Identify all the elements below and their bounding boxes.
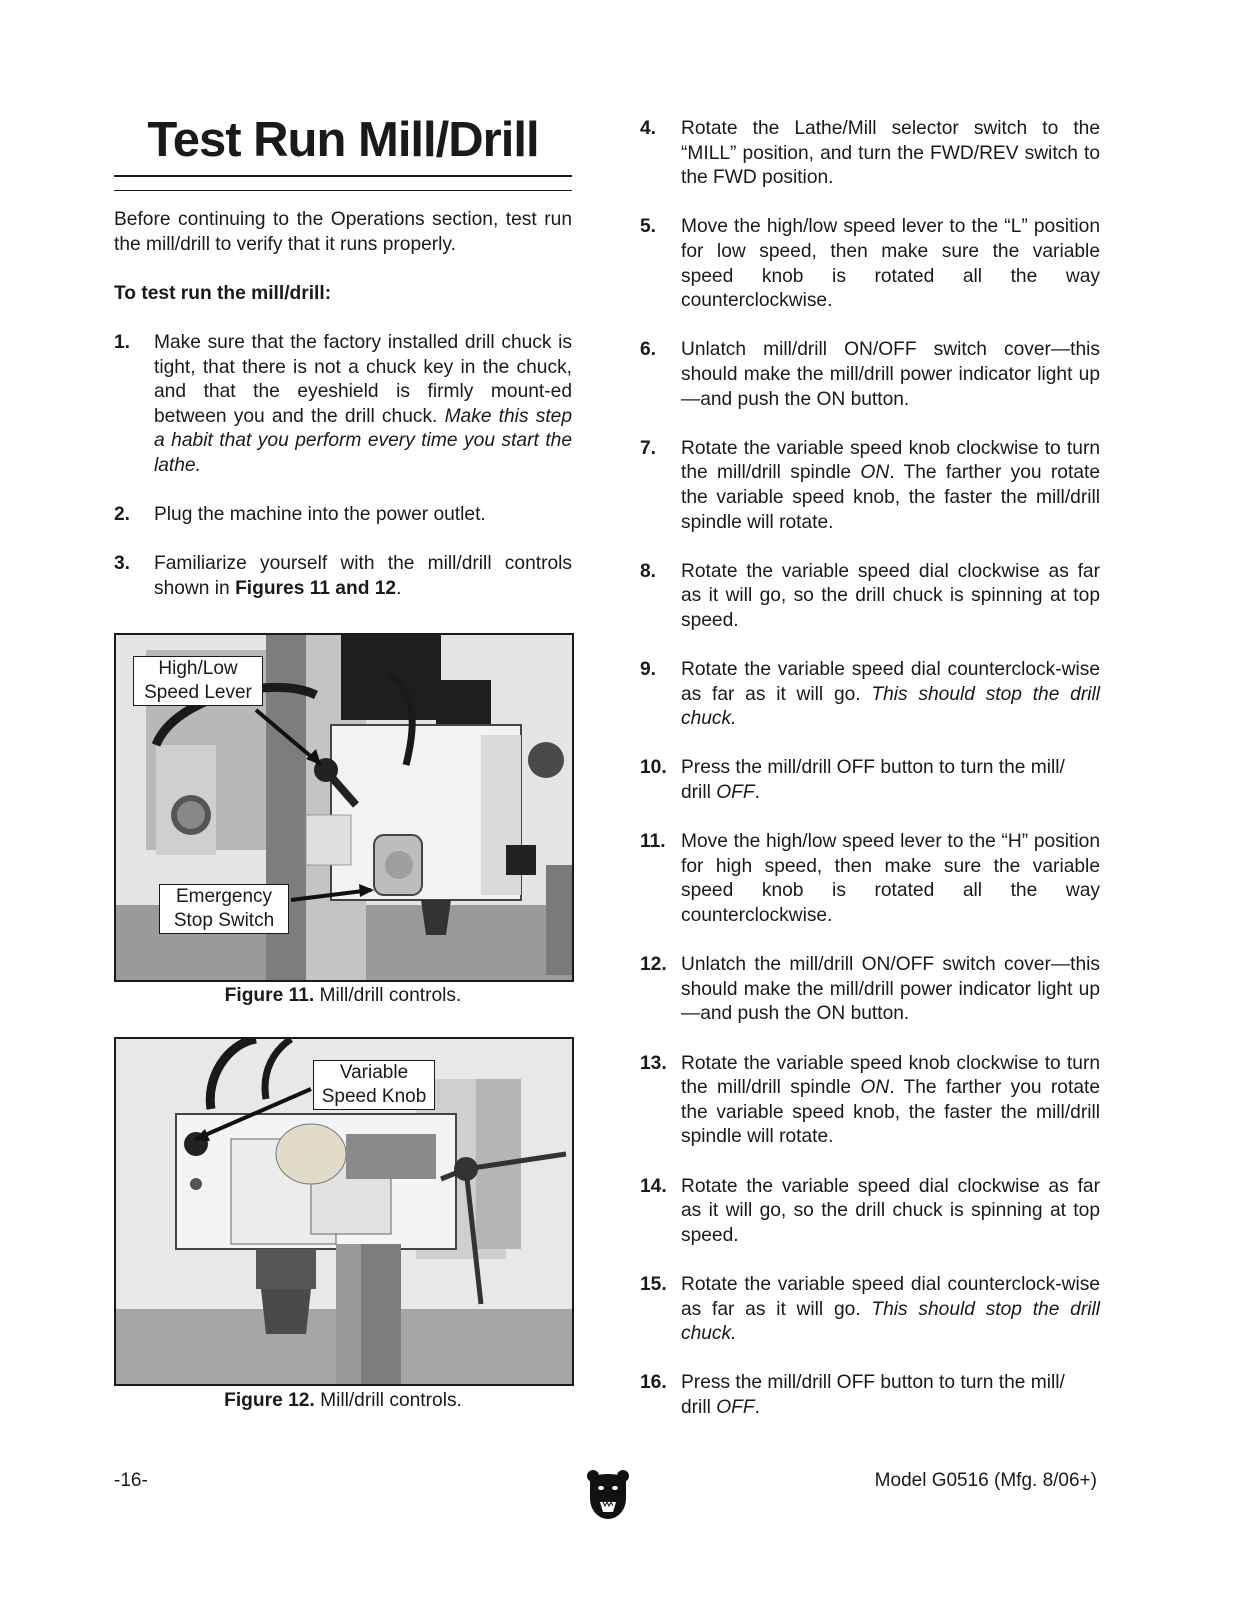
- step-text: Press the mill/drill OFF button to turn the mill/ drill OFF.: [681, 757, 1065, 804]
- step-9: [640, 658, 1100, 732]
- step-number: 3.: [114, 553, 131, 575]
- step-number: 9.: [640, 659, 657, 681]
- step-1: [114, 331, 572, 479]
- step-text: Unlatch mill/drill ON/OFF switch cover—this should make the mill/drill power indicator light up—and push the ON button.: [681, 339, 1100, 410]
- step-text: Press the mill/drill OFF button to turn the mill/ drill OFF.: [681, 1372, 1065, 1418]
- step-text: Move the high/low speed lever to the “L” position for low speed, then make sure the variable speed knob is rotated all the way counterclockwise.: [681, 216, 1100, 312]
- step-text: Familiarize yourself with the mill/drill controls shown in Figures 11 and 12.: [154, 553, 572, 599]
- step-4: [640, 117, 1100, 191]
- step-8: [640, 560, 1100, 634]
- step-number: 12.: [640, 954, 667, 976]
- callout-variable-speed-knob: Variable Speed Knob: [313, 1060, 435, 1110]
- callout-high-low-speed-lever: High/Low Speed Lever: [133, 656, 263, 706]
- step-13: [640, 1052, 1100, 1150]
- step-text: Plug the machine into the power outlet.: [154, 504, 486, 526]
- step-11: [640, 830, 1100, 928]
- step-text: Rotate the variable speed dial clockwise as far as it will go, so the drill chuck is spinning at top speed.: [681, 560, 1100, 631]
- procedure-heading: To test run the mill/drill:: [114, 282, 332, 304]
- step-2: [114, 503, 572, 528]
- step-number: 13.: [640, 1052, 667, 1074]
- step-text: Rotate the Lathe/Mill selector switch to the “MILL” position, and turn the FWD/REV switch to the FWD position.: [681, 118, 1100, 189]
- step-number: 15.: [640, 1273, 667, 1295]
- step-number: 1.: [114, 331, 131, 353]
- bear-logo-icon: [586, 1468, 630, 1520]
- figure-11-caption: Figure 11. Mill/drill controls.: [224, 985, 462, 1006]
- step-15: [640, 1273, 1100, 1347]
- step-16: [640, 1371, 1100, 1420]
- title-rule-thick: [114, 175, 572, 177]
- step-text: Rotate the variable speed knob clockwise to turn the mill/drill spindle ON. The farther you rotate the variable speed knob, the faster the mill/drill spindle will rotate.: [681, 437, 1100, 533]
- step-10: [640, 756, 1100, 805]
- step-12: [640, 953, 1100, 1027]
- figure-12-caption: Figure 12. Mill/drill controls.: [224, 1390, 462, 1411]
- step-6: [640, 338, 1100, 412]
- step-text: Rotate the variable speed dial counterclock-wise as far as it will go. This should stop the drill chuck.: [681, 659, 1100, 730]
- step-7: [640, 437, 1100, 535]
- step-number: 11.: [640, 831, 666, 853]
- step-number: 16.: [640, 1372, 667, 1394]
- step-3: [114, 552, 572, 601]
- step-number: 5.: [640, 216, 657, 238]
- step-number: 6.: [640, 339, 657, 361]
- step-text: Move the high/low speed lever to the “H” position for high speed, then make sure the variable speed knob is rotated all the way counterclockwise.: [681, 831, 1100, 926]
- step-text: Unlatch the mill/drill ON/OFF switch cover—this should make the mill/drill power indicator light up—and push the ON button.: [681, 954, 1100, 1025]
- page-number: -16-: [114, 1470, 148, 1491]
- step-number: 14.: [640, 1175, 667, 1197]
- step-text: Rotate the variable speed knob clockwise to turn the mill/drill spindle ON. The farther you rotate the variable speed knob, the faster the mill/drill spindle will rotate.: [681, 1052, 1100, 1148]
- right-column: [640, 117, 1100, 1420]
- left-column: [114, 208, 572, 602]
- step-number: 10.: [640, 757, 667, 779]
- step-text: Rotate the variable speed dial counterclock-wise as far as it will go. This should stop the drill chuck.: [681, 1273, 1100, 1345]
- model-info: Model G0516 (Mfg. 8/06+): [874, 1470, 1097, 1491]
- step-14: [640, 1175, 1100, 1249]
- title-rule-thin: [114, 190, 572, 191]
- step-text: Make sure that the factory installed drill chuck is tight, that there is not a chuck key in the chuck, and that the eyeshield is firmly mount-ed between you and the drill chuck. Make this step a habit that you perform every time you start the lathe.: [154, 331, 572, 476]
- callout-emergency-stop-switch: Emergency Stop Switch: [159, 884, 289, 934]
- page-title: Test Run Mill/Drill: [147, 113, 539, 167]
- step-5: [640, 215, 1100, 313]
- intro-paragraph: Before continuing to the Operations section, test run the mill/drill to verify that it runs properly.: [114, 209, 572, 255]
- step-number: 2.: [114, 504, 131, 526]
- step-number: 8.: [640, 560, 657, 582]
- step-number: 7.: [640, 437, 657, 459]
- step-text: Rotate the variable speed dial clockwise as far as it will go, so the drill chuck is spinning at top speed.: [681, 1175, 1100, 1246]
- step-number: 4.: [640, 118, 657, 139]
